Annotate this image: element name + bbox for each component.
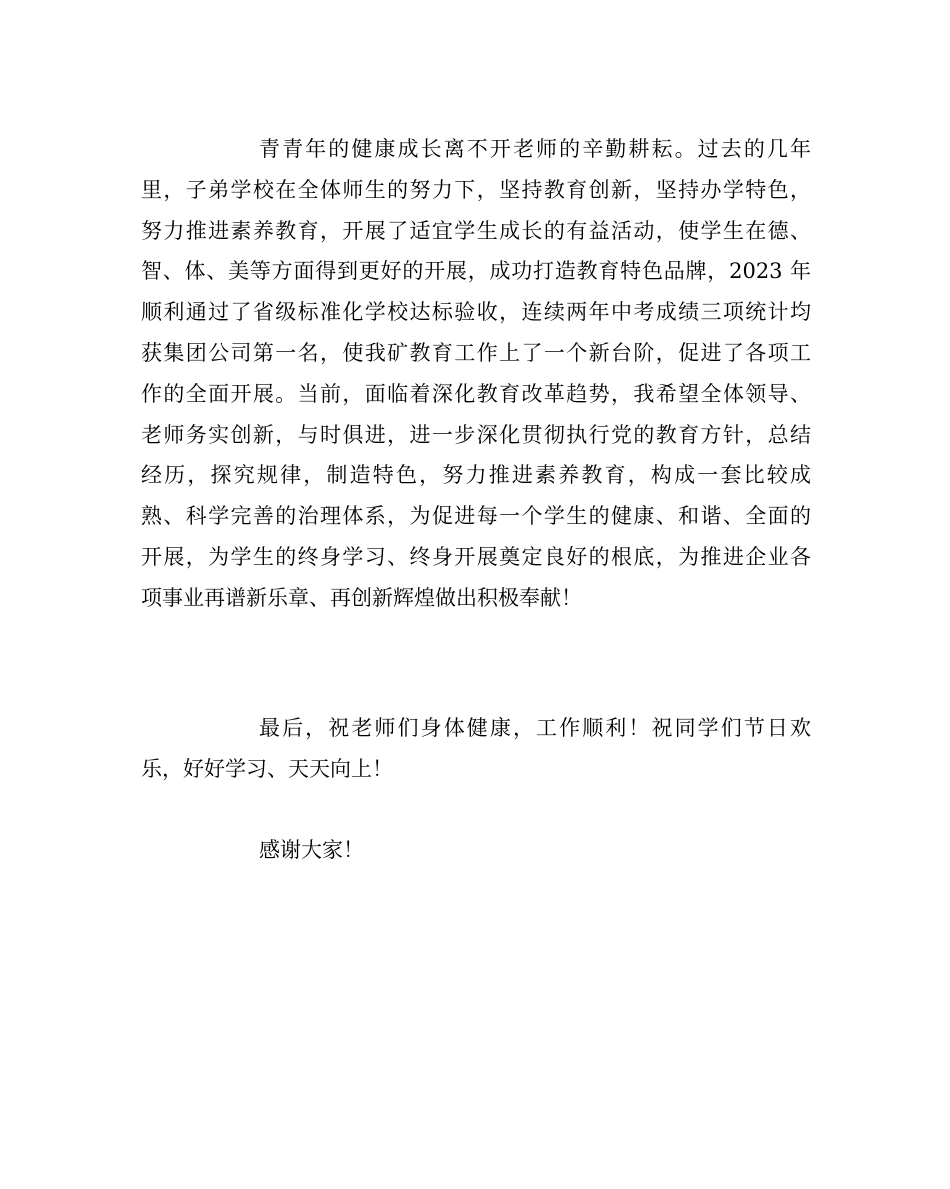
paragraph-thanks (141, 830, 811, 871)
paragraph-closing-wishes (141, 708, 811, 790)
paragraph-line: 乐，好好学习、天天向上！ (141, 756, 393, 781)
paragraph-line: 熟、科学完善的治理体系，为促进每一个学生的健康、和谐、全面的 (141, 504, 811, 529)
paragraph-line: 获集团公司第一名，使我矿教育工作上了一个新台阶，促进了各项工 (141, 340, 811, 365)
paragraph-line: 感谢大家！ (259, 838, 364, 862)
paragraph-line: 作的全面开展。当前，面临着深化教育改革趋势，我希望全体领导、 (141, 381, 811, 406)
paragraph-line: 智、体、美等方面得到更好的开展，成功打造教育特色品牌，2023 年 (141, 259, 811, 284)
paragraph-line: 青青年的健康成长离不开老师的辛勤耕耘。过去的几年 (259, 137, 811, 161)
paragraph-line: 开展，为学生的终身学习、终身开展奠定良好的根底，为推进企业各 (141, 544, 811, 569)
paragraph-line: 经历，探究规律，制造特色，努力推进素养教育，构成一套比较成 (141, 463, 811, 488)
paragraph-line: 努力推进素养教育，开展了适宜学生成长的有益活动，使学生在德、 (141, 218, 811, 243)
paragraph-line: 老师务实创新，与时俱进，进一步深化贯彻执行党的教育方针，总结 (141, 422, 811, 447)
paragraph-line: 项事业再谱新乐章、再创新辉煌做出积极奉献！ (141, 585, 582, 610)
paragraph-line: 最后，祝老师们身体健康，工作顺利！祝同学们节日欢 (259, 716, 811, 740)
paragraph-teachers-contribution (141, 129, 811, 619)
paragraph-line: 里，子弟学校在全体师生的努力下，坚持教育创新，坚持办学特色， (141, 177, 811, 202)
paragraph-line: 顺利通过了省级标准化学校达标验收，连续两年中考成绩三项统计均 (141, 300, 811, 325)
